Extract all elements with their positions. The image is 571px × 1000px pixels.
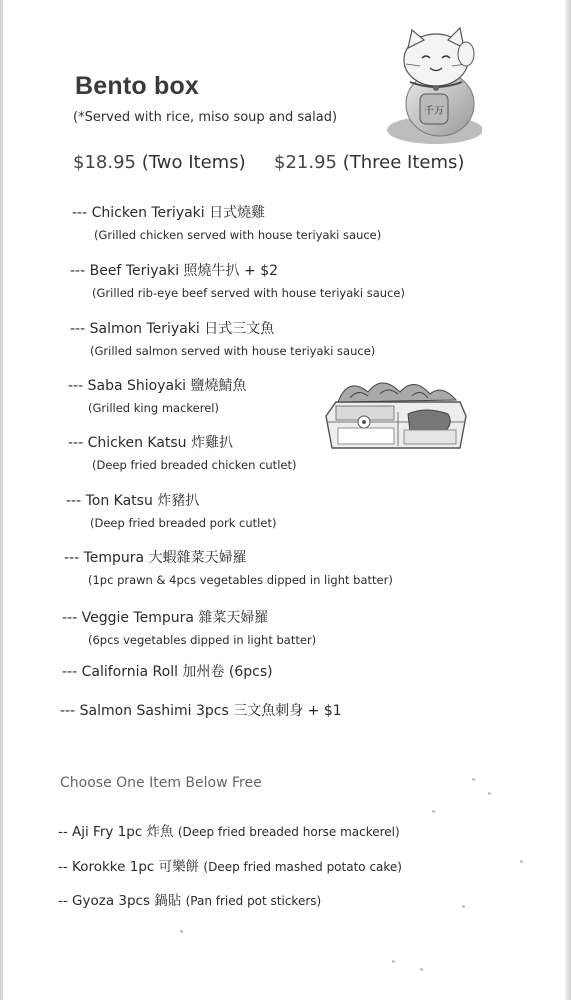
menu-item-desc: (6pcs vegetables dipped in light batter) [88,633,317,647]
menu-item-name: --- Salmon Sashimi 3pcs 三文魚刺身 + $1 [60,703,342,719]
free-item-desc: (Pan fried pot stickers) [185,894,322,908]
menu-item [68,432,296,472]
menu-item [62,607,316,647]
free-item-name: -- Aji Fry 1pc 炸魚 [58,824,174,840]
menu-item-name: --- Veggie Tempura 雜菜天婦羅 [62,610,269,626]
page-edge-right [565,0,571,1000]
menu-item-name: --- Chicken Teriyaki 日式燒雞 [72,205,266,221]
menu-item-name: --- Saba Shioyaki 鹽燒鯖魚 [68,378,247,394]
price-three-amount: $21.95 [274,152,337,173]
menu-item-name: --- Tempura 大蝦雜菜天婦羅 [64,550,247,566]
menu-item [68,375,247,415]
menu-item-desc: (Grilled king mackerel) [88,401,219,415]
menu-item-name: --- Ton Katsu 炸豬扒 [66,493,200,509]
scan-speck [420,968,423,971]
menu-item [70,260,405,300]
free-item-name: -- Gyoza 3pcs 鍋貼 [58,893,182,909]
lucky-cat-icon [380,18,482,148]
menu-item [66,490,276,530]
free-item [58,889,321,909]
scan-speck [488,792,491,795]
price-two-items [73,152,246,173]
menu-item-desc: (Deep fried breaded pork cutlet) [90,516,277,530]
menu-item [60,700,342,720]
menu-item-name: --- Beef Teriyaki 照燒牛扒 + $2 [70,263,279,279]
page-edge-left [0,0,3,1000]
menu-item-name: --- Chicken Katsu 炸雞扒 [68,435,234,451]
menu-item [70,318,375,358]
menu-item-desc: (Deep fried breaded chicken cutlet) [92,458,297,472]
scan-speck [462,905,465,908]
scan-speck [472,778,475,781]
menu-item-desc: (Grilled rib-eye beef served with house teriyaki sauce) [92,286,405,300]
menu-item-desc: (1pc prawn & 4pcs vegetables dipped in light batter) [88,573,393,587]
menu-item [64,547,393,587]
menu-item-desc: (Grilled salmon served with house teriyaki sauce) [90,344,376,358]
price-three-label: (Three Items) [342,152,465,173]
price-two-label: (Two Items) [141,152,246,173]
menu-item-name: --- Salmon Teriyaki 日式三文魚 [70,321,275,337]
menu-item-desc: (Grilled chicken served with house teriyaki sauce) [94,228,382,242]
free-item-desc: (Deep fried breaded horse mackerel) [177,825,400,839]
menu-item-name: --- California Roll 加州卷 (6pcs) [62,664,273,680]
free-item [58,855,402,875]
free-item [58,820,400,840]
menu-subtitle: (*Served with rice, miso soup and salad) [73,110,338,125]
free-items-heading: Choose One Item Below Free [60,775,262,791]
menu-title: Bento box [75,72,200,100]
scan-speck [392,960,395,963]
menu-item [72,202,381,242]
price-two-amount: $18.95 [73,152,136,173]
scan-speck [520,860,523,863]
free-item-desc: (Deep fried mashed potato cake) [203,860,402,874]
scan-speck [180,930,183,933]
bento-box-icon [320,372,470,452]
price-three-items [274,152,464,173]
free-item-name: -- Korokke 1pc 可樂餅 [58,859,200,875]
scan-speck [432,810,435,813]
svg-text:千万: 千万 [424,106,444,117]
menu-item [62,661,273,681]
